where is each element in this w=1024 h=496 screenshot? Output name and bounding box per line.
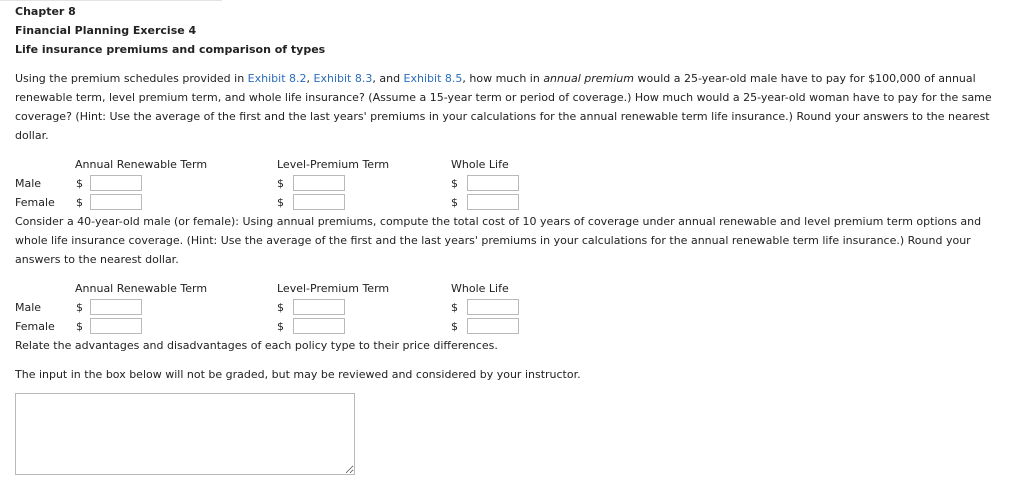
table1-header-renewable: Annual Renewable Term [75,158,208,171]
question-1-intro: Using the premium schedules provided in [15,72,248,85]
table1-female-whole-input[interactable] [467,194,519,210]
table1-male-whole-dollar: $ [451,177,458,190]
table2-male-renewable-dollar: $ [76,301,83,314]
table2-female-whole-dollar: $ [451,320,458,333]
table2-female-level-input[interactable] [293,318,345,334]
table2-female-renewable-input[interactable] [90,318,142,334]
top-divider [0,0,222,1]
table2-header-level: Level-Premium Term [277,282,390,295]
question-1-emphasis: annual premium [543,72,634,85]
table2-male-level-input[interactable] [293,299,345,315]
table2-row-male-label: Male [15,301,42,314]
question-3-text: Relate the advantages and disadvantages of each policy type to their price differences. [15,339,498,352]
table1-female-level-input[interactable] [293,194,345,210]
exercise-title: Financial Planning Exercise 4 [15,24,197,37]
table2-header-whole: Whole Life [451,282,509,295]
table1-male-renewable-input[interactable] [90,175,142,191]
question-1-sep1: , [306,72,314,85]
ungraded-note: The input in the box below will not be graded, but may be reviewed and considered by your instructor. [15,368,581,381]
table2-male-renewable-input[interactable] [90,299,142,315]
table2-row-female-label: Female [15,320,55,333]
table1-header-whole: Whole Life [451,158,509,171]
exhibit-8-2-link[interactable]: Exhibit 8.2 [247,72,307,85]
table1-header-level: Level-Premium Term [277,158,390,171]
chapter-title: Chapter 8 [15,5,76,18]
table1-male-level-input[interactable] [293,175,345,191]
table2-header-renewable: Annual Renewable Term [75,282,208,295]
table1-female-level-dollar: $ [277,196,284,209]
table1-female-whole-dollar: $ [451,196,458,209]
table2-female-whole-input[interactable] [467,318,519,334]
question-1-mid: , how much in [462,72,544,85]
table1-row-female-label: Female [15,196,55,209]
exhibit-8-3-link[interactable]: Exhibit 8.3 [313,72,373,85]
table2-male-level-dollar: $ [277,301,284,314]
table1-male-whole-input[interactable] [467,175,519,191]
table2-female-level-dollar: $ [277,320,284,333]
table1-female-renewable-input[interactable] [90,194,142,210]
table2-male-whole-input[interactable] [467,299,519,315]
table1-male-renewable-dollar: $ [76,177,83,190]
table2-male-whole-dollar: $ [451,301,458,314]
question-1-rest: would a 25-year-old male have to pay for $100,000 of annual renewable term, level premium term, and whole life insurance? (Assume a 15-year term or period of coverage.) How much would a 25-year-old woman have to pay for the same coverage? (Hint: Use the average of the first and the last years' premiums in your calculations for the annual renewable term life insurance.) Round your answers to the nearest dollar. [15,72,992,142]
question-1-sep2: , and [372,72,404,85]
topic-title: Life insurance premiums and comparison of types [15,43,326,56]
table1-row-male-label: Male [15,177,42,190]
table2-female-renewable-dollar: $ [76,320,83,333]
table1-male-level-dollar: $ [277,177,284,190]
exhibit-8-5-link[interactable]: Exhibit 8.5 [403,72,463,85]
question-2-text: Consider a 40-year-old male (or female): Using annual premiums, compute the total cost of 10 years of coverage under annual renewable and level premium term options and whole life insurance coverage. (Hint: Use the average of the first and the last years' premiums in your calculations for the annual renewable term life insurance.) Round your answers to the nearest dollar. [15,215,982,266]
question-1-text [15,69,1015,145]
table1-female-renewable-dollar: $ [76,196,83,209]
instructor-response-textarea[interactable] [15,393,355,475]
